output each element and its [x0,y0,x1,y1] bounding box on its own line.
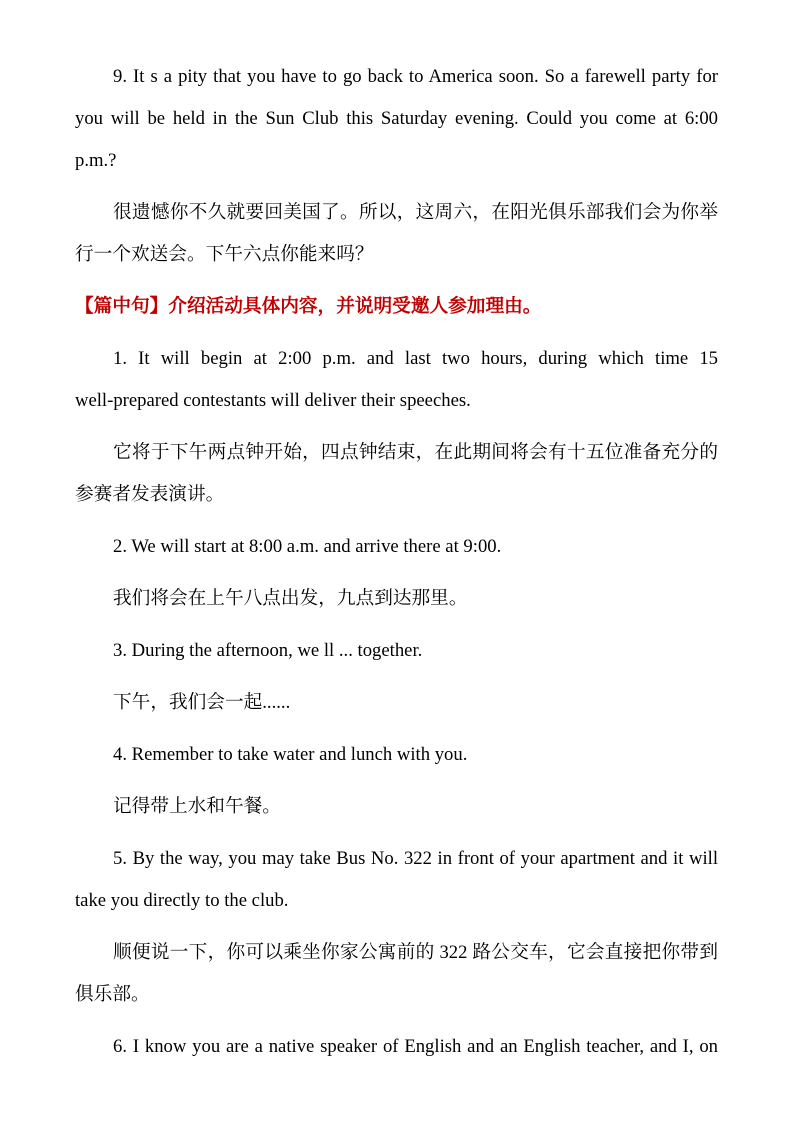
sentence-1-english [75,338,718,422]
sentence-3-chinese [75,682,718,724]
text-line: 行一个欢送会。下午六点你能来吗？ [75,244,374,265]
text-line: 2. We will start at 8:00 a.m. and arrive there at 9:00. [113,536,502,557]
text-line: 5. By the way, you may take Bus No. 322 in front of your apartment and it will [113,848,718,869]
sentence-2-chinese [75,578,718,620]
text-line: 3. During the afternoon, we ll ... together. [113,640,423,661]
text-line: 它将于下午两点钟开始，四点钟结束，在此期间将会有十五位准备充分的 [113,442,718,463]
text-line: 我们将会在上午八点出发，九点到达那里。 [113,588,468,609]
text-line: 9. It s a pity that you have to go back to America soon. So a farewell party for [113,66,718,87]
text-line: 下午，我们会一起...... [113,692,291,713]
text-line: 记得带上水和午餐。 [113,796,281,817]
text-line: well-prepared contestants will deliver their speeches. [75,390,471,411]
text-line: you will be held in the Sun Club this Saturday evening. Could you come at 6:00 [75,108,718,129]
sentence-3-english [75,630,718,672]
sentence-4-english [75,734,718,776]
text-line: 参赛者发表演讲。 [75,484,225,505]
text-line: 很遗憾你不久就要回美国了。所以，这周六，在阳光俱乐部我们会为你举 [113,202,718,223]
text-line: 顺便说一下，你可以乘坐你家公寓前的 322 路公交车，它会直接把你带到 [113,942,718,963]
sentence-1-chinese [75,432,718,516]
text-line: 俱乐部。 [75,984,150,1005]
sentence-9-english [75,56,718,182]
text-line: 4. Remember to take water and lunch with you. [113,744,468,765]
text-line: 6. I know you are a native speaker of English and an English teacher, and I, on [113,1036,718,1057]
sentence-4-chinese [75,786,718,828]
sentence-5-english [75,838,718,922]
heading-text: 【篇中句】介绍活动具体内容，并说明受邀人参加理由。 [75,296,542,317]
text-line: p.m.? [75,150,117,171]
text-line: 1. It will begin at 2:00 p.m. and last two hours, during which time 15 [113,348,718,369]
sentence-2-english [75,526,718,568]
sentence-9-chinese [75,192,718,276]
text-line: take you directly to the club. [75,890,289,911]
sentence-6-english [75,1026,718,1068]
sentence-5-chinese [75,932,718,1016]
section-heading [75,286,718,328]
